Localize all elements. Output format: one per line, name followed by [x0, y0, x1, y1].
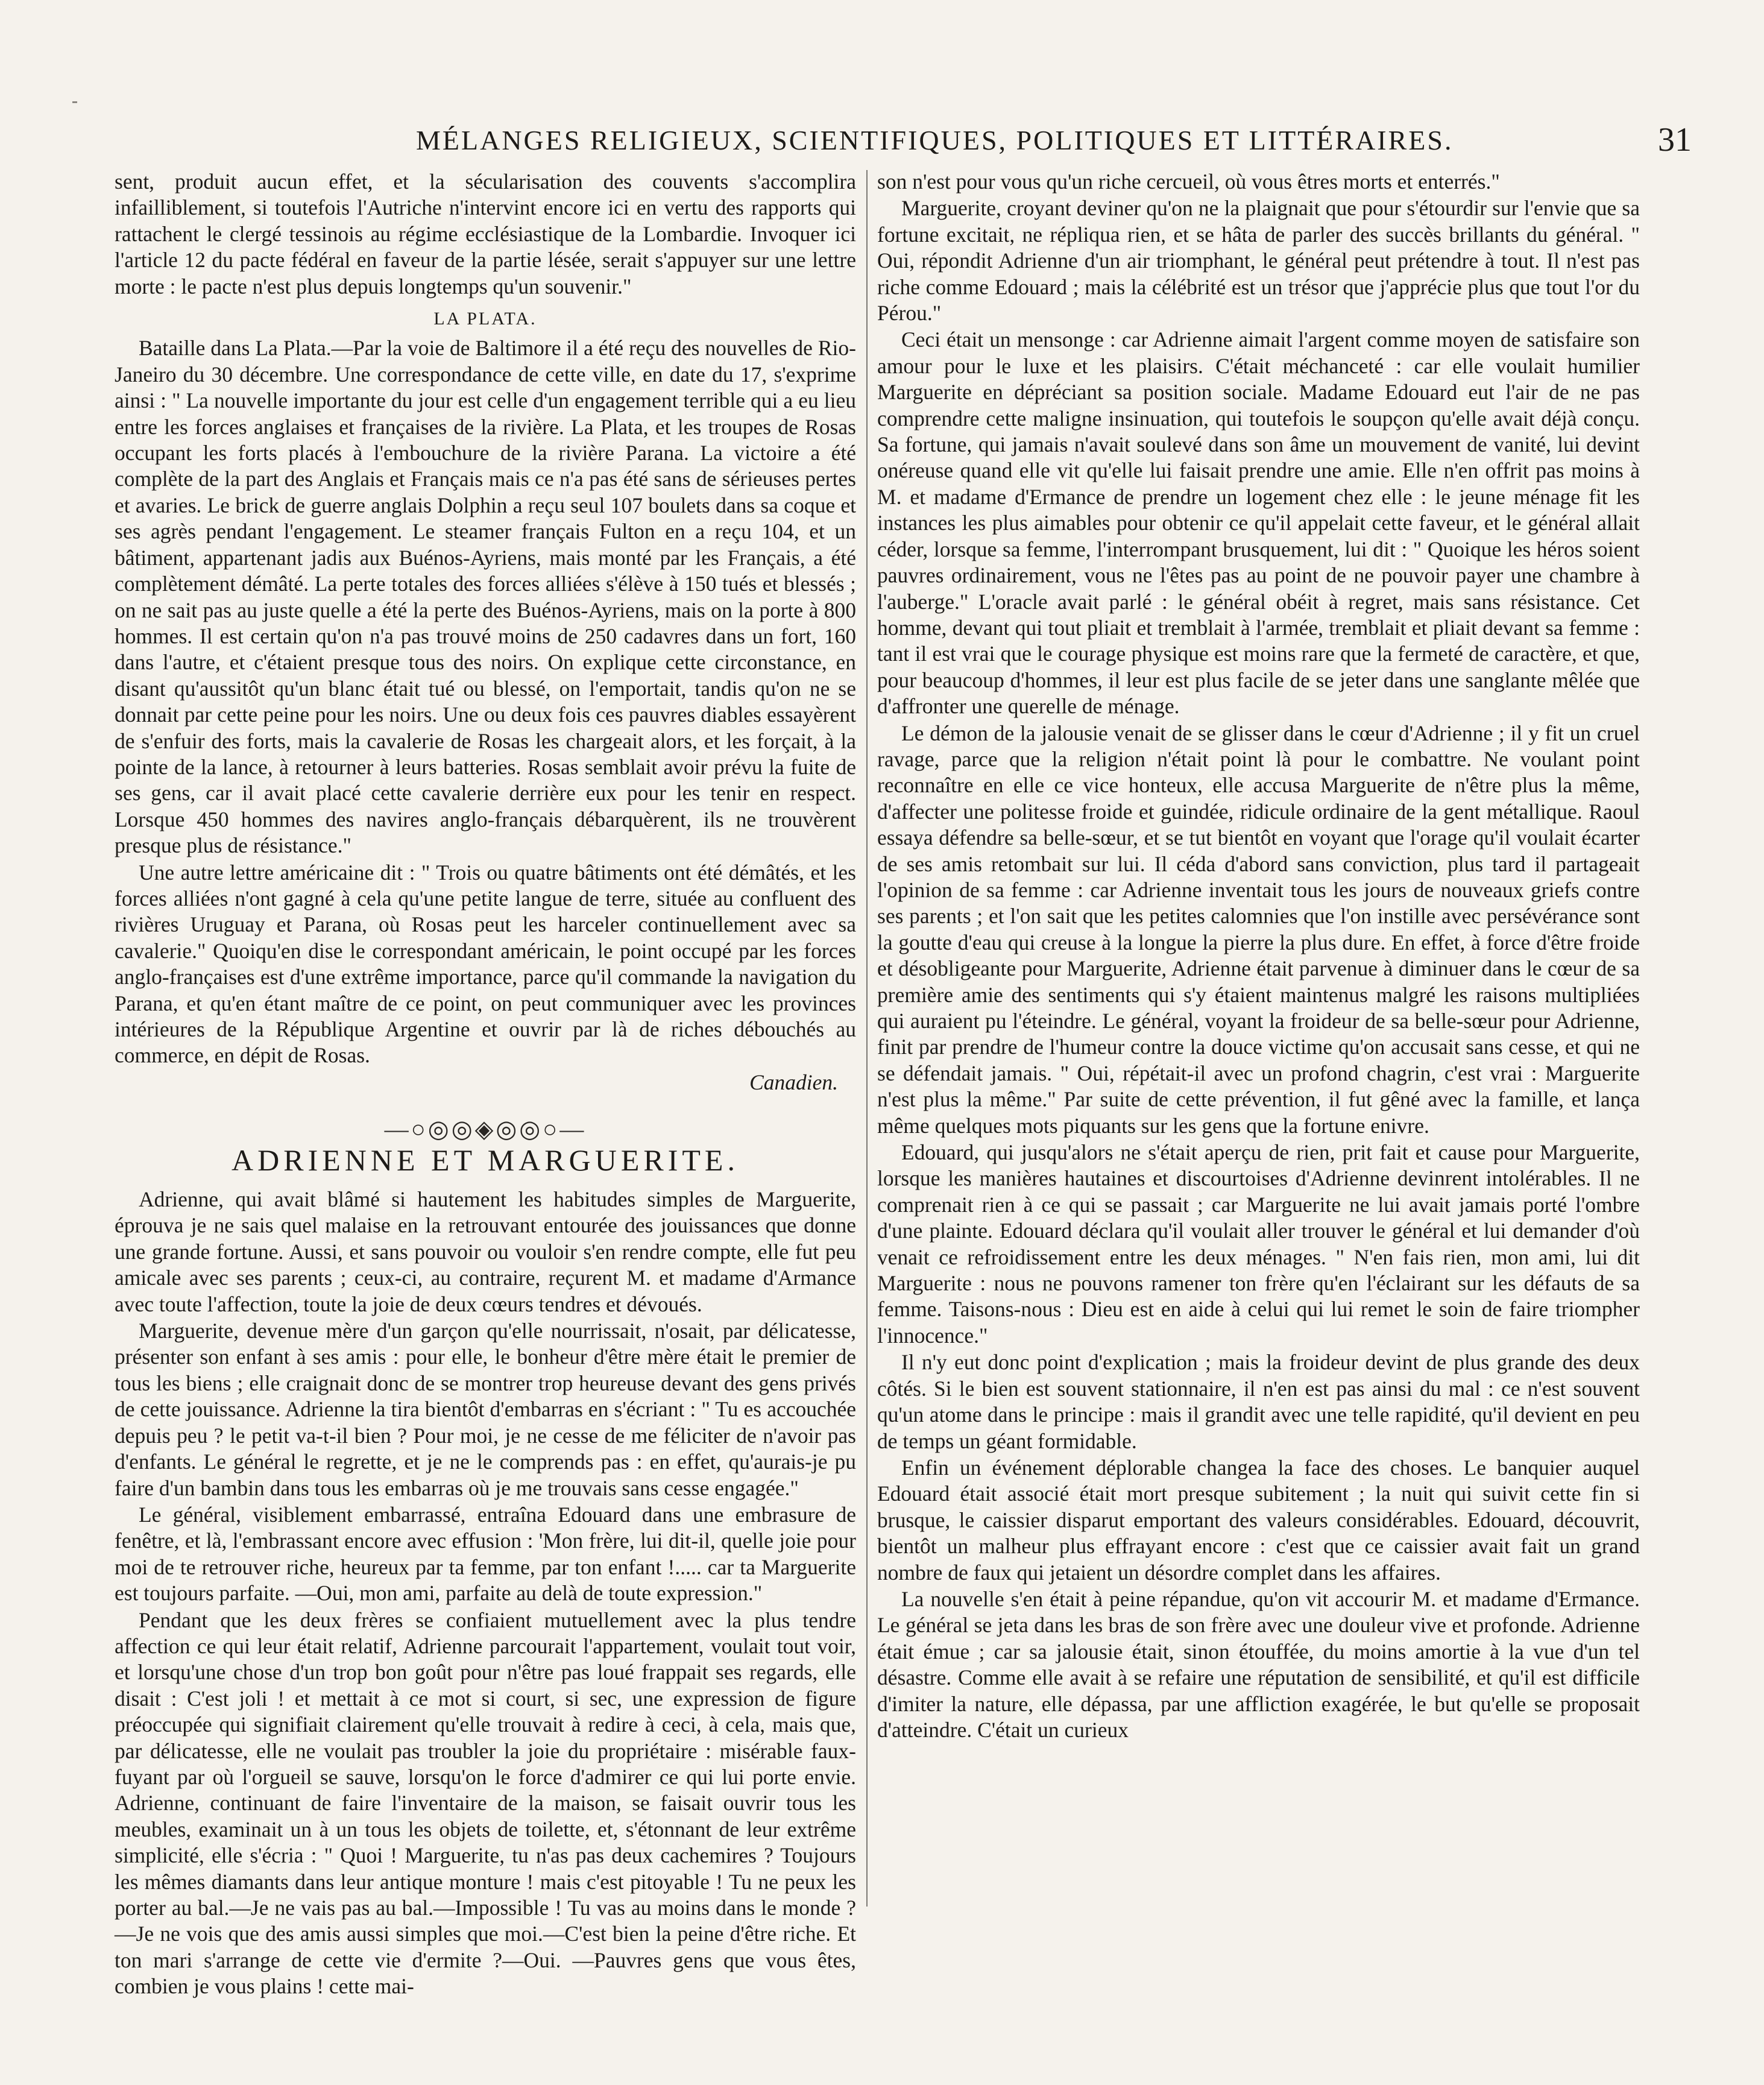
- column-divider: [866, 170, 868, 1907]
- story-paragraph: Edouard, qui jusqu'alors ne s'était aperçu de rien, prit fait et cause pour Marguerite, lorsque les manières hautaines et discourtoises d'Adrienne devinrent intolérables. Il ne comprenait rien à ce qui se passait ; car Marguerite ne lui avait jamais porté l'ombre d'une plainte. Edouard déclara qu'il voulait aller trouver le général et lui demander d'où venait ce refroidissement entre les deux ménages. " N'en fais rien, mon ami, lui dit Marguerite : nous ne pouvons ramener ton frère qu'en l'éclairant sur les défauts de sa femme. Taisons-nous : Dieu est en aide à celui qui lui remet le soin de faire triompher l'innocence.": [877, 1140, 1640, 1348]
- running-title: MÉLANGES RELIGIEUX, SCIENTIFIQUES, POLITIQUES ET LITTÉRAIRES.: [416, 125, 1454, 156]
- left-column: [115, 169, 856, 2001]
- print-speck: [72, 101, 77, 103]
- page-number: 31: [1658, 121, 1692, 159]
- story-paragraph: Marguerite, croyant deviner qu'on ne la plaignait que pour s'étourdir sur l'envie que sa fortune excitait, ne répliqua rien, et se hâta de parler des succès brillants du général. " Oui, répondit Adrienne d'un air triomphant, le général peut prétendre à tout. Il n'est pas riche comme Edouard ; mais la célébrité est un trésor que j'apprécie plus que tout l'or du Pérou.": [877, 196, 1640, 326]
- story-paragraph: La nouvelle s'en était à peine répandue, qu'on vit accourir M. et madame d'Ermance. Le général se jeta dans les bras de son frère avec une douleur vive et profonde. Adrienne était émue ; car sa jalousie était, sinon étouffée, du moins amortie à la vue d'un tel désastre. Comme elle avait à se refaire une réputation de sensibilité, et qu'il est difficile d'imiter la nature, elle dépassa, par une affliction exagérée, le but qu'elle se proposait d'atteindre. C'était un curieux: [877, 1586, 1640, 1742]
- news-paragraph: Bataille dans La Plata.—Par la voie de Baltimore il a été reçu des nouvelles de Rio-Janeiro du 30 décembre. Une correspondance de cette ville, en date du 17, s'exprime ainsi : " La nouvelle importante du jour est celle d'un engagement terrible qui a eu lieu entre les forces anglaises et françaises de la rivière. La Plata, et les troupes de Rosas occupant les forts placés à l'embouchure de la rivière Parana. La victoire a été complète de la part des Anglais et Français mais ce n'a pas été sans de sérieuses pertes et avaries. Le brick de guerre anglais Dolphin a reçu seul 107 boulets dans sa coque et ses agrès pendant l'engagement. Le steamer français Fulton en a reçu 104, et un bâtiment, appartenant jadis aux Buénos-Ayriens, mais monté par les Français, a été complètement démâté. La perte totales des forces alliées s'élève à 150 tués et blessés ; on ne sait pas au juste quelle a été la perte des Buénos-Ayriens, mais on la porte à 800 hommes. Il est certain qu'on n'a pas trouvé moins de 250 cadavres dans un fort, 160 dans l'autre, et c'étaient presque tous des noirs. On explique cette circonstance, en disant qu'aussitôt qu'un blanc était tué ou blessé, on l'emportait, tandis qu'on ne se donnait par cette peine pour les noirs. Une ou deux fois ces pauvres diables essayèrent de s'enfuir des forts, mais la cavalerie de Rosas les chargeait alors, et les forçait, à la pointe de la lance, à retourner à leurs batteries. Rosas semblait avoir prévu la fuite de ses gens, car il avait placé cette cavalerie derrière eux pour les tenir en respect. Lorsque 450 hommes des navires anglo-français débarquèrent, ils ne trouvèrent presque plus de résistance.": [115, 336, 856, 858]
- signature: Canadien.: [749, 1070, 838, 1094]
- news-paragraph: Une autre lettre américaine dit : " Trois ou quatre bâtiments ont été démâtés, et les forces alliées n'ont gagné à cela qu'une petite langue de terre, située au confluent des rivières Uruguay et Parana, où Rosas peut les harceler continuellement avec sa cavalerie." Quoiqu'en dise le correspondant américain, le point occupé par les forces anglo-françaises est d'une extrême importance, parce qu'il commande la navigation du Parana, et qu'en étant maître de ce point, on peut communiquer avec les provinces intérieures de la République Argentine et ouvrir par là de riches débouchés au commerce, en dépit de Rosas.: [115, 860, 856, 1068]
- story-paragraph: Adrienne, qui avait blâmé si hautement les habitudes simples de Marguerite, éprouva je ne sais quel malaise en la retrouvant entourée des jouissances que donne une grande fortune. Aussi, et sans pouvoir ou vouloir s'en rendre compte, elle fut peu amicale avec ses parents ; ceux-ci, au contraire, reçurent M. et madame d'Armance avec toute l'affection, toute la joie de deux cœurs tendres et dévoués.: [115, 1187, 856, 1316]
- story-paragraph: Le démon de la jalousie venait de se glisser dans le cœur d'Adrienne ; il y fit un cruel ravage, parce que la religion n'était point là pour le combattre. Ne voulant point reconnaître en elle ce vice honteux, elle accusa Marguerite de n'être plus la même, d'affecter une politesse froide et guindée, ridicule ordinaire de la gent métallique. Raoul essaya défendre sa belle-sœur, et se tut bientôt en voyant que l'orage qu'il voulait écarter de ses amis retombait sur lui. Il céda d'abord sans conviction, plus tard il partageait l'opinion de sa femme : car Adrienne inventait tous les jours de nouveaux griefs contre ses parents ; et l'on sait que les petites calomnies que l'on instille avec persévérance sont la goutte d'eau qui creuse à la longue la pierre la plus dure. En effet, à force d'être froide et désobligeante pour Marguerite, Adrienne était parvenue à diminuer dans le cœur de sa première amie des sentiments qui s'y étaient maintenus malgré les raisons multipliées qui auraient pu l'éteindre. Le général, voyant la froideur de sa belle-sœur pour Adrienne, finit par prendre de l'humeur contre la douce victime qu'on accusait sans cesse, et qui ne se défendait jamais. " Oui, répétait-il avec un profond chagrin, c'est vrai : Marguerite n'est plus la même." Par suite de cette prévention, il fut gêné avec la famille, et lança même quelques mots piquants sur les gens que la fortune enivre.: [877, 721, 1640, 1138]
- story-paragraph: Enfin un événement déplorable changea la face des choses. Le banquier auquel Edouard était associé était mort presque subitement ; la nuit qui suivit cette fin si brusque, le caissier disparut emportant des valeurs considérables. Edouard, découvrit, bientôt un malheur plus effrayant encore : c'est que ce caissier avait fait un grand nombre de faux qui jetaient un désordre complet dans les affaires.: [877, 1455, 1640, 1585]
- story-paragraph: Le général, visiblement embarrassé, entraîna Edouard dans une embrasure de fenêtre, et là, l'embrassant encore avec effusion : 'Mon frère, lui dit-il, quelle joie pour moi de te retrouver riche, heureux par ta femme, par ton enfant !..... car ta Marguerite est toujours parfaite. —Oui, mon ami, parfaite au delà de toute expression.": [115, 1502, 856, 1606]
- ornamental-divider: —○◎◎◈◎◎○—: [384, 1115, 587, 1143]
- page-header: [386, 121, 1692, 163]
- story-paragraph: Marguerite, devenue mère d'un garçon qu'elle nourrissait, n'osait, par délicatesse, présenter son enfant à ses amis : pour elle, le bonheur d'être mère était le premier de tous les biens ; elle craignait donc de se montrer trop heureuse devant des gens privés de cette jouissance. Adrienne la tira bientôt d'embarras en s'écriant : " Tu es accouchée depuis peu ? le petit va-t-il bien ? Pour moi, je ne cesse de me féliciter de n'avoir pas d'enfants. Le général le regrette, et je ne le comprends pas : en effet, qu'aurais-je pu faire d'un bambin dans tous les embarras où je me trouvais sans cesse engagée.": [115, 1319, 856, 1500]
- story-paragraph: Ceci était un mensonge : car Adrienne aimait l'argent comme moyen de satisfaire son amour pour le luxe et les plaisirs. C'était méchanceté : car elle voulait humilier Marguerite en dépréciant sa position sociale. Madame Edouard eut l'air de ne pas comprendre cette maligne insinuation, qui toutefois le soupçon qu'elle avait déjà conçu. Sa fortune, qui jamais n'avait soulevé dans son âme un mouvement de vanité, lui devint onéreuse quand elle vit qu'elle lui faisait prendre une amie. Elle n'en offrit pas moins à M. et madame d'Ermance de prendre un logement chez elle : le jeune ménage fit les instances les plus aimables pour obtenir ce qu'il appelait cette faveur, et le général allait céder, lorsque sa femme, l'interrompant brusquement, lui dit : " Quoique les héros soient pauvres ordinairement, vous ne l'êtes pas au point de ne pouvoir payer une chambre à l'auberge." L'oracle avait parlé : le général obéit à regret, mais sans résistance. Cet homme, devant qui tout pliait et tremblait à l'armée, tremblait et pliait devant sa femme : tant il est vrai que le courage physique est moins rare que la fermeté de caractère, et que, pour beaucoup d'hommes, il leur est plus facile de se jeter dans une sanglante mêlée que d'affronter une querelle de ménage.: [877, 327, 1640, 719]
- right-column: [877, 169, 1640, 1744]
- article-title: ADRIENNE ET MARGUERITE.: [232, 1143, 739, 1177]
- continued-paragraph: sent, produit aucun effet, et la sécularisation des couvents s'accomplira infailliblement, si toutefois l'Autriche n'intervint encore ici en vertu des rapports qui rattachent le clergé tessinois au régime ecclésiastique de la Lombardie. Invoquer ici l'article 12 du pacte fédéral en faveur de la partie lésée, serait s'appuyer sur une lettre morte : le pacte n'est plus depuis longtemps qu'un souvenir.": [115, 169, 856, 298]
- story-paragraph: Pendant que les deux frères se confiaient mutuellement avec la plus tendre affection ce qui leur était relatif, Adrienne parcourait l'appartement, voulait tout voir, et lorsqu'une chose d'un trop bon goût pour n'être pas loué frappait ses regards, elle disait : C'est joli ! et mettait à ce mot si court, si sec, une expression de figure préoccupée qui signifiait clairement qu'elle trouvait à redire à ceci, à cela, mais que, par délicatesse, elle ne voulait pas troubler la joie du propriétaire : misérable faux-fuyant par où l'orgueil se sauve, lorsqu'on le force d'admirer ce qui lui porte envie. Adrienne, continuant de faire l'inventaire de la maison, se faisait ouvrir tous les meubles, examinait un à un tous les objets de toilette, et, s'étonnant de leur extrême simplicité, elle s'écria : " Quoi ! Marguerite, tu n'as pas deux cachemires ? Toujours les mêmes diamants dans leur antique monture ! mais c'est pitoyable ! Tu ne peux les porter au bal.—Je ne vais pas au bal.—Impossible ! Tu vas au moins dans le monde ?—Je ne vois que des amis aussi simples que moi.—C'est bien la peine d'être riche. Et ton mari s'arrange de cette vie d'ermite ?—Oui. —Pauvres gens que vous êtes, combien je vous plains ! cette mai-: [115, 1607, 856, 1999]
- story-paragraph: son n'est pour vous qu'un riche cercueil, où vous êtres morts et enterrés.": [877, 169, 1500, 194]
- story-paragraph: Il n'y eut donc point d'explication ; mais la froideur devint de plus grande des deux côtés. Si le bien est souvent stationnaire, il n'en est pas ainsi du mal : ce n'est souvent qu'un atome dans le principe : mais il grandit avec une telle rapidité, qu'il devient en peu de temps un géant formidable.: [877, 1350, 1640, 1453]
- section-heading: LA PLATA.: [433, 309, 537, 329]
